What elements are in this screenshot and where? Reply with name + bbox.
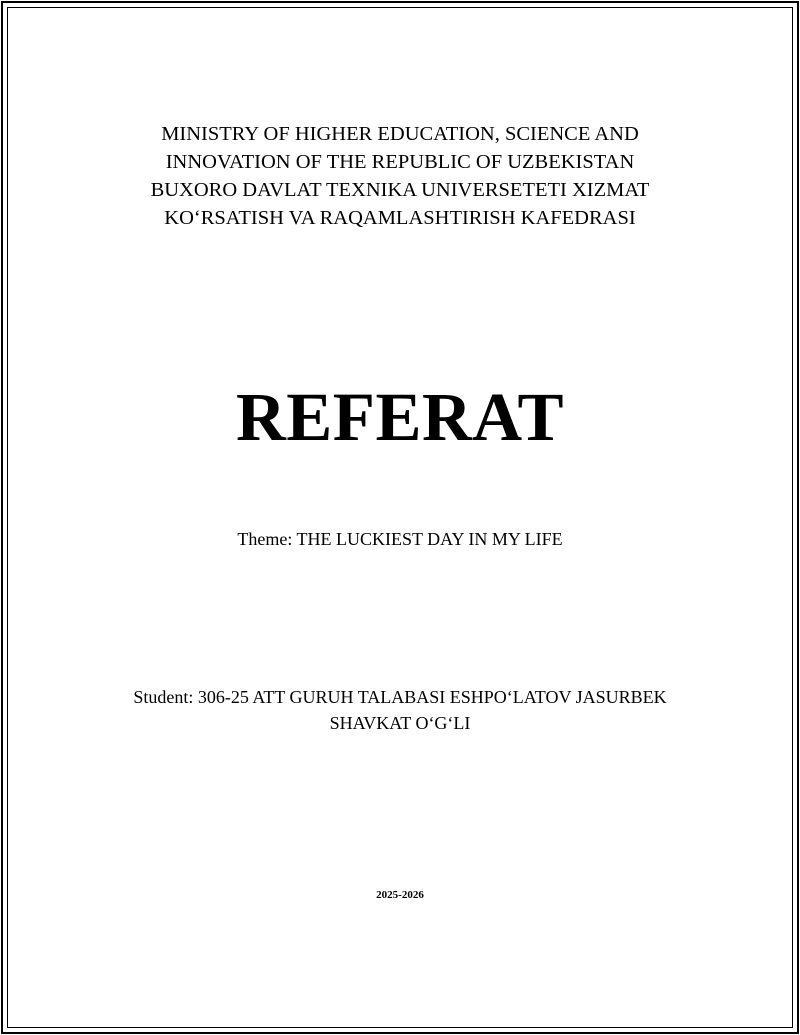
document-title: REFERAT — [235, 379, 565, 455]
student-info — [0, 684, 800, 736]
student-line: Student: 306-25 ATT GURUH TALABASI ESHPO‘LATOV JASURBEK — [133, 687, 667, 707]
header-line: INNOVATION OF THE REPUBLIC OF UZBEKISTAN — [165, 151, 635, 173]
student-line: SHAVKAT O‘G‘LI — [329, 713, 471, 733]
institution-header — [0, 120, 800, 232]
academic-year: 2025-2026 — [376, 889, 424, 901]
header-line: BUXORO DAVLAT TEXNIKA UNIVERSETETI XIZMAT — [150, 179, 650, 201]
header-line: KO‘RSATISH VA RAQAMLASHTIRISH KAFEDRASI — [164, 207, 636, 229]
document-theme: Theme: THE LUCKIEST DAY IN MY LIFE — [237, 529, 563, 549]
header-line: MINISTRY OF HIGHER EDUCATION, SCIENCE AND — [161, 123, 639, 145]
